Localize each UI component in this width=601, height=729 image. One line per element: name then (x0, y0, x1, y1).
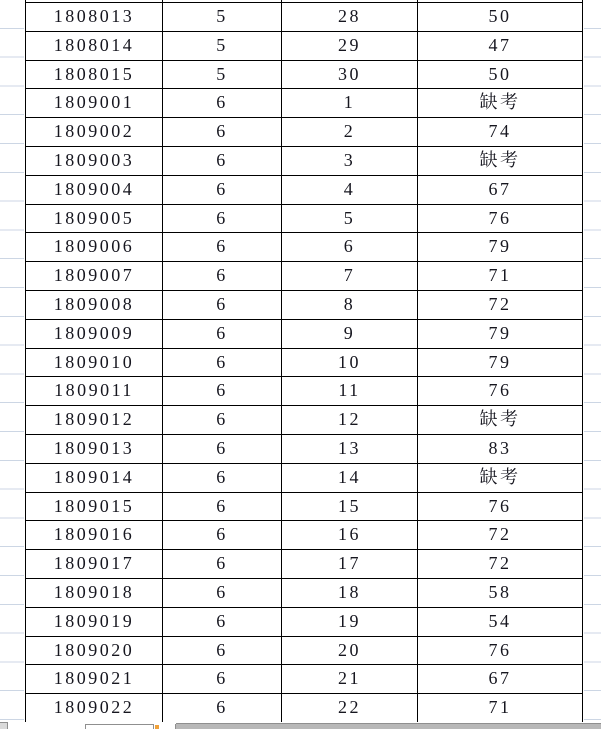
cell-seat[interactable]: 2 (282, 118, 418, 147)
cell-exam-id[interactable]: 1808014 (26, 32, 163, 61)
cell-session[interactable]: 6 (163, 406, 282, 435)
table-row (26, 32, 583, 61)
cell-seat[interactable]: 5 (282, 205, 418, 234)
cell-session[interactable]: 6 (163, 665, 282, 694)
cell-session[interactable]: 6 (163, 493, 282, 522)
tab-scroll-corner-button[interactable] (0, 722, 8, 729)
table-row (26, 579, 583, 608)
cell-exam-id[interactable]: 1809011 (26, 377, 163, 406)
cell-session[interactable]: 5 (163, 3, 282, 32)
cell-session[interactable]: 6 (163, 176, 282, 205)
cell-exam-id[interactable]: 1809014 (26, 464, 163, 493)
table-row (26, 694, 583, 723)
table-row (26, 118, 583, 147)
cell-seat[interactable]: 1 (282, 89, 418, 118)
cell-session[interactable]: 6 (163, 550, 282, 579)
cell-score[interactable]: 47 (418, 32, 583, 61)
cell-seat[interactable]: 15 (282, 493, 418, 522)
cell-score[interactable]: 79 (418, 349, 583, 378)
table-row (26, 233, 583, 262)
cell-score[interactable]: 54 (418, 608, 583, 637)
cell-exam-id[interactable]: 1809021 (26, 665, 163, 694)
cell-score[interactable]: 79 (418, 233, 583, 262)
cell-exam-id[interactable]: 1809009 (26, 320, 163, 349)
cell-seat[interactable]: 21 (282, 665, 418, 694)
cell-score[interactable]: 76 (418, 637, 583, 666)
cell-score[interactable]: 67 (418, 176, 583, 205)
table-row (26, 147, 583, 176)
cell-exam-id[interactable]: 1809012 (26, 406, 163, 435)
cell-exam-id[interactable]: 1809020 (26, 637, 163, 666)
cell-seat[interactable]: 19 (282, 608, 418, 637)
table-row (26, 377, 583, 406)
cell-score[interactable]: 71 (418, 262, 583, 291)
cell-score[interactable]: 76 (418, 377, 583, 406)
sheet-margin-left[interactable] (0, 0, 24, 722)
cell-score[interactable]: 72 (418, 550, 583, 579)
horizontal-scrollbar[interactable] (176, 723, 601, 729)
cell-seat[interactable]: 7 (282, 262, 418, 291)
cell-score[interactable]: 58 (418, 579, 583, 608)
active-sheet-tab[interactable] (85, 724, 154, 729)
cell-exam-id[interactable]: 1809013 (26, 435, 163, 464)
table-row (26, 464, 583, 493)
cell-session[interactable]: 6 (163, 291, 282, 320)
cell-seat[interactable]: 22 (282, 694, 418, 723)
cell-session[interactable]: 6 (163, 320, 282, 349)
cell-exam-id[interactable]: 1809010 (26, 349, 163, 378)
table-row (26, 665, 583, 694)
cell-seat[interactable]: 3 (282, 147, 418, 176)
cell-exam-id[interactable]: 1808015 (26, 61, 163, 90)
table-row (26, 176, 583, 205)
cell-score[interactable]: 72 (418, 521, 583, 550)
cell-session[interactable]: 6 (163, 349, 282, 378)
cell-exam-id[interactable]: 1809017 (26, 550, 163, 579)
cell-seat[interactable]: 13 (282, 435, 418, 464)
cell-exam-id[interactable]: 1809007 (26, 262, 163, 291)
cell-exam-id[interactable]: 1809004 (26, 176, 163, 205)
cell-seat[interactable]: 29 (282, 32, 418, 61)
cell-seat[interactable]: 28 (282, 3, 418, 32)
cell-exam-id[interactable]: 1809022 (26, 694, 163, 723)
cell-session[interactable]: 6 (163, 147, 282, 176)
table-row (26, 521, 583, 550)
cell-exam-id[interactable]: 1809002 (26, 118, 163, 147)
cell-session[interactable]: 6 (163, 694, 282, 723)
cell-seat[interactable]: 17 (282, 550, 418, 579)
cell-session[interactable]: 6 (163, 233, 282, 262)
cell-exam-id[interactable]: 1809005 (26, 205, 163, 234)
cell-seat[interactable]: 4 (282, 176, 418, 205)
table-row (26, 550, 583, 579)
cell-exam-id[interactable]: 1809003 (26, 147, 163, 176)
cell-session[interactable]: 6 (163, 118, 282, 147)
cell-exam-id[interactable]: 1809008 (26, 291, 163, 320)
cell-session[interactable]: 6 (163, 464, 282, 493)
cell-score[interactable]: 50 (418, 3, 583, 32)
cell-seat[interactable]: 14 (282, 464, 418, 493)
cell-seat[interactable]: 20 (282, 637, 418, 666)
cell-seat[interactable]: 6 (282, 233, 418, 262)
cell-session[interactable]: 6 (163, 637, 282, 666)
table-row (26, 406, 583, 435)
sheet-tab-accent (155, 725, 159, 729)
table-row (26, 637, 583, 666)
cell-exam-id[interactable]: 1809015 (26, 493, 163, 522)
score-table (25, 2, 583, 723)
cell-session[interactable]: 6 (163, 608, 282, 637)
cell-score[interactable]: 74 (418, 118, 583, 147)
cell-session[interactable]: 6 (163, 89, 282, 118)
cell-exam-id[interactable]: 1809018 (26, 579, 163, 608)
cell-score[interactable]: 76 (418, 493, 583, 522)
cell-seat[interactable]: 10 (282, 349, 418, 378)
cell-score[interactable]: 缺考 (418, 406, 583, 435)
bottom-strip (0, 722, 601, 729)
cell-score[interactable]: 72 (418, 291, 583, 320)
table-row (26, 349, 583, 378)
cell-score[interactable]: 79 (418, 320, 583, 349)
cell-score[interactable]: 缺考 (418, 464, 583, 493)
cell-session[interactable]: 6 (163, 377, 282, 406)
cell-session[interactable]: 5 (163, 32, 282, 61)
cell-exam-id[interactable]: 1809001 (26, 89, 163, 118)
table-row (26, 291, 583, 320)
table-row (26, 262, 583, 291)
cell-seat[interactable]: 8 (282, 291, 418, 320)
table-row (26, 89, 583, 118)
cell-score[interactable]: 缺考 (418, 147, 583, 176)
cell-session[interactable]: 6 (163, 521, 282, 550)
cell-seat[interactable]: 11 (282, 377, 418, 406)
cell-session[interactable]: 6 (163, 579, 282, 608)
cell-seat[interactable]: 18 (282, 579, 418, 608)
cell-session[interactable]: 6 (163, 205, 282, 234)
cell-score[interactable]: 76 (418, 205, 583, 234)
cell-seat[interactable]: 12 (282, 406, 418, 435)
cell-exam-id[interactable]: 1809016 (26, 521, 163, 550)
table-row (26, 435, 583, 464)
cell-exam-id[interactable]: 1809019 (26, 608, 163, 637)
cell-seat[interactable]: 9 (282, 320, 418, 349)
cell-session[interactable]: 5 (163, 61, 282, 90)
cell-exam-id[interactable]: 1809006 (26, 233, 163, 262)
cell-score[interactable]: 67 (418, 665, 583, 694)
table-row (26, 3, 583, 32)
cell-seat[interactable]: 30 (282, 61, 418, 90)
cell-score[interactable]: 71 (418, 694, 583, 723)
table-row (26, 493, 583, 522)
table-row (26, 608, 583, 637)
table-row (26, 320, 583, 349)
cell-exam-id[interactable]: 1808013 (26, 3, 163, 32)
cell-score[interactable]: 83 (418, 435, 583, 464)
table-row (26, 205, 583, 234)
sheet-margin-right[interactable] (584, 0, 601, 722)
table-row (26, 61, 583, 90)
cell-session[interactable]: 6 (163, 262, 282, 291)
cell-score[interactable]: 50 (418, 61, 583, 90)
cell-session[interactable]: 6 (163, 435, 282, 464)
cell-seat[interactable]: 16 (282, 521, 418, 550)
cell-score[interactable]: 缺考 (418, 89, 583, 118)
